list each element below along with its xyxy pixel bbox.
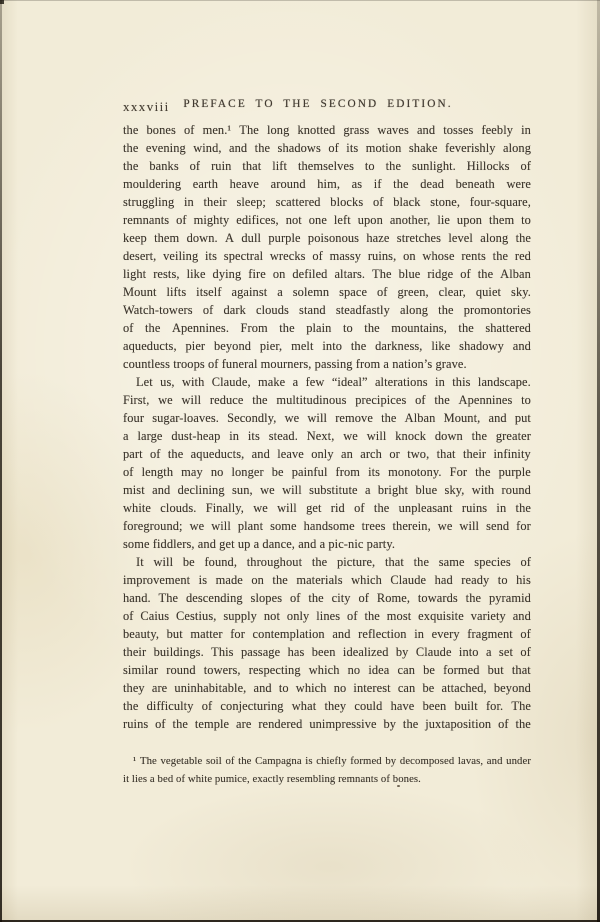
text-line: white clouds. Finally, we will get rid of the unpleasant ruins in the: [123, 501, 531, 515]
text-line: keep them down. A dull purple poisonous haze stretches level along the: [123, 231, 531, 245]
text-line: it lies a bed of white pumice, exactly resembling remnants of bones.: [123, 773, 421, 785]
text-line: mouldering earth heave around him, as if the dead beneath were: [123, 177, 531, 191]
body-text-block: [123, 121, 531, 733]
text-line: It will be found, throughout the picture, that the same species of: [136, 555, 531, 569]
text-line: the bones of men.¹ The long knotted grass waves and tosses feebly in: [123, 123, 531, 137]
text-line: remnants of mighty edifices, not one left upon another, lie upon them to: [123, 213, 531, 227]
text-line: of the Apennines. From the plain to the mountains, the shattered: [123, 321, 531, 335]
text-line: the banks of ruin that lift themselves to the sunlight. Hillocks of: [123, 159, 531, 173]
text-line: light rests, like dying fire on defiled altars. The blue ridge of the Alban: [123, 267, 531, 281]
text-line: they are uninhabitable, and to which no interest can be attached, beyond: [123, 681, 531, 695]
text-line: struggling in their sleep; scattered blocks of black stone, four-square,: [123, 195, 531, 209]
text-line: part of the aqueducts, and leave only an arch or two, that their infinity: [123, 447, 531, 461]
text-line: Let us, with Claude, make a few “ideal” alterations in this landscape.: [136, 375, 531, 389]
scan-edge-top: [0, 0, 600, 1]
text-line: the evening wind, and the shadows of its motion shake feverishly along: [123, 141, 531, 155]
text-line: desert, veiling its spectral wrecks of massy ruins, on whose rents the red: [123, 249, 531, 263]
text-line: First, we will reduce the multitudinous precipices of the Apennines to: [123, 393, 531, 407]
text-line: a large dust-heap in its stead. Next, we will knock down the greater: [123, 429, 531, 443]
scan-corner-speck: [0, 0, 4, 4]
text-line: their buildings. This passage has been idealized by Claude into a set of: [123, 645, 531, 659]
text-line: four sugar-loaves. Secondly, we will remove the Alban Mount, and put: [123, 411, 531, 425]
text-line: Mount lifts itself against a solemn space of green, clear, quiet sky.: [123, 285, 531, 299]
text-line: aqueducts, pier beyond pier, melt into the darkness, like shadowy and: [123, 339, 531, 353]
text-line: of Caius Cestius, supply not only lines of the most exquisite variety and: [123, 609, 531, 623]
text-line: improvement is made on the materials which Claude had ready to his: [123, 573, 531, 587]
text-line: countless troops of funeral mourners, passing from a nation’s grave.: [123, 357, 467, 371]
ink-speck: [397, 785, 400, 787]
text-line: ¹ The vegetable soil of the Campagna is chiefly formed by decomposed lavas, and under: [133, 755, 531, 767]
text-line: of length may no longer be painful from its monotony. For the purple: [123, 465, 531, 479]
running-header-title: PREFACE TO THE SECOND EDITION.: [183, 98, 453, 110]
page-header: [123, 98, 531, 114]
text-line: similar round towers, respecting which no idea can be formed but that: [123, 663, 531, 677]
text-line: mist and declining sun, we will substitute a bright blue sky, with round: [123, 483, 531, 497]
scan-edge-left: [0, 0, 2, 922]
folio-page-number: xxxviii: [123, 99, 170, 114]
text-line: beauty, but matter for contemplation and reflection in every fragment of: [123, 627, 531, 641]
text-line: foreground; we will plant some handsome trees therein, we will send for: [123, 519, 531, 533]
text-line: hand. The descending slopes of the city of Rome, towards the pyramid: [123, 591, 531, 605]
text-line: some fiddlers, and get up a dance, and a pic-nic party.: [123, 537, 396, 551]
text-line: ruins of the temple are rendered unimpressive by the juxtaposition of the: [123, 717, 531, 731]
footnote-block: [123, 752, 531, 788]
text-line: Watch-towers of dark clouds stand steadfastly along the promontories: [123, 303, 531, 317]
text-line: the difficulty of conjecturing what they could have been built for. The: [123, 699, 531, 713]
